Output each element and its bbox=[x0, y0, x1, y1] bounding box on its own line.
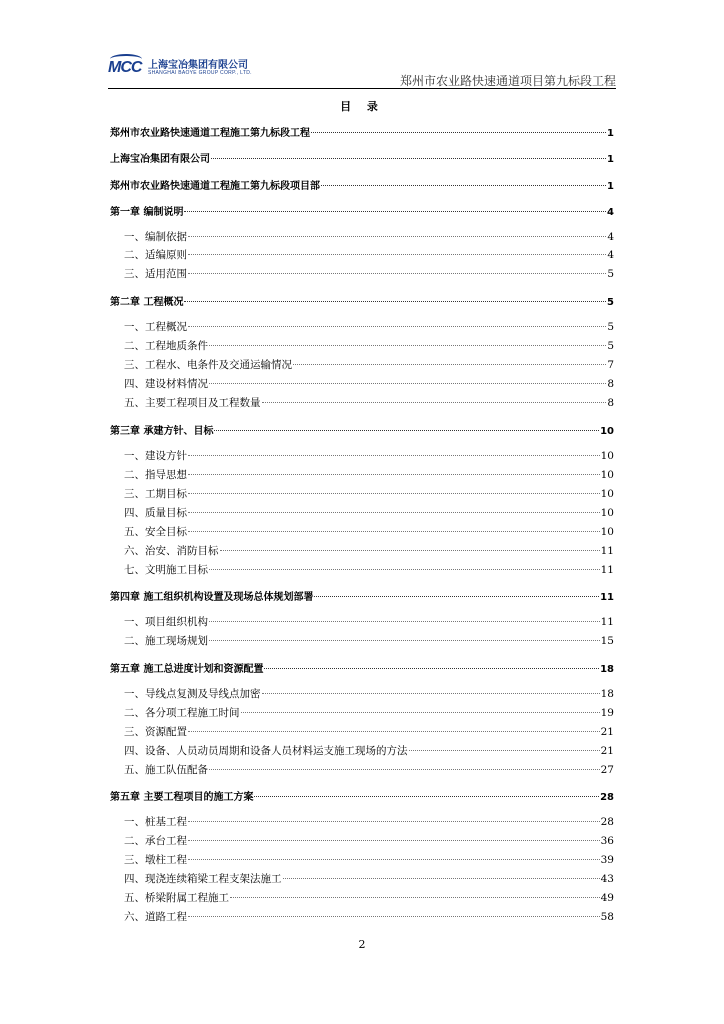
logo-mark: MCC bbox=[108, 59, 142, 76]
toc-entry-page: 8 bbox=[607, 397, 614, 409]
toc-entry-label: 五、安全目标 bbox=[124, 526, 187, 538]
toc-entry-page: 11 bbox=[600, 592, 614, 603]
toc-entry-page: 5 bbox=[607, 321, 614, 333]
toc-entry-page: 28 bbox=[600, 816, 614, 828]
toc-entry-page: 11 bbox=[600, 545, 614, 557]
toc-entry[interactable] bbox=[110, 203, 614, 218]
toc-entry-label: 七、文明施工目标 bbox=[124, 564, 208, 576]
toc-entry-page: 36 bbox=[600, 835, 614, 847]
toc-entry-page: 49 bbox=[600, 892, 614, 904]
toc-entry[interactable] bbox=[110, 124, 614, 139]
toc-leader-dots bbox=[209, 569, 600, 570]
toc-entry[interactable] bbox=[110, 486, 614, 501]
toc-entry-page: 10 bbox=[600, 488, 614, 500]
toc-entry-page: 58 bbox=[600, 911, 614, 923]
toc-entry-label: 一、导线点复测及导线点加密 bbox=[124, 688, 261, 700]
toc-entry[interactable] bbox=[110, 448, 614, 463]
toc-entry[interactable] bbox=[110, 376, 614, 391]
toc-entry[interactable] bbox=[110, 177, 614, 192]
toc-leader-dots bbox=[188, 916, 600, 917]
toc-entry[interactable] bbox=[110, 338, 614, 353]
toc-entry-label: 第五章 主要工程项目的施工方案 bbox=[110, 792, 254, 803]
toc-entry[interactable] bbox=[110, 319, 614, 334]
toc-entry-page: 1 bbox=[607, 181, 614, 192]
toc-entry-page: 11 bbox=[600, 564, 614, 576]
page-number: 2 bbox=[358, 938, 366, 951]
toc-entry[interactable] bbox=[110, 266, 614, 281]
toc-leader-dots bbox=[314, 596, 599, 597]
toc-entry-label: 六、治安、消防目标 bbox=[124, 545, 219, 557]
toc-entry[interactable] bbox=[110, 762, 614, 777]
toc-entry-label: 一、编制依据 bbox=[124, 231, 187, 243]
toc-entry-page: 10 bbox=[600, 507, 614, 519]
toc-entry-label: 五、桥梁附属工程施工 bbox=[124, 892, 229, 904]
toc-entry-page: 4 bbox=[607, 207, 614, 218]
toc-leader-dots bbox=[209, 345, 606, 346]
toc-entry-page: 11 bbox=[600, 616, 614, 628]
toc-leader-dots bbox=[409, 750, 600, 751]
toc-entry[interactable] bbox=[110, 890, 614, 905]
toc-entry-label: 郑州市农业路快速通道工程施工第九标段项目部 bbox=[110, 181, 320, 192]
toc-entry[interactable] bbox=[110, 788, 614, 803]
toc-entry[interactable] bbox=[110, 724, 614, 739]
toc-entry-label: 一、项目组织机构 bbox=[124, 616, 208, 628]
toc-entry[interactable] bbox=[110, 633, 614, 648]
toc-entry[interactable] bbox=[110, 852, 614, 867]
toc-entry-page: 1 bbox=[607, 128, 614, 139]
toc-entry-label: 三、适用范围 bbox=[124, 268, 187, 280]
toc-leader-dots bbox=[262, 693, 600, 694]
toc-leader-dots bbox=[188, 859, 600, 860]
toc-entry-page: 10 bbox=[600, 450, 614, 462]
toc-leader-dots bbox=[188, 254, 606, 255]
toc-entry-page: 21 bbox=[600, 745, 614, 757]
toc-leader-dots bbox=[188, 236, 606, 237]
toc-entry-label: 第四章 施工组织机构设置及现场总体规划部署 bbox=[110, 592, 314, 603]
toc-leader-dots bbox=[188, 531, 600, 532]
toc-entry[interactable] bbox=[110, 909, 614, 924]
toc-leader-dots bbox=[211, 158, 606, 159]
toc-leader-dots bbox=[209, 640, 600, 641]
toc-leader-dots bbox=[264, 668, 599, 669]
toc-entry-label: 二、各分项工程施工时间 bbox=[124, 707, 240, 719]
toc-entry[interactable] bbox=[110, 743, 614, 758]
toc-entry-label: 第三章 承建方针、目标 bbox=[110, 426, 214, 437]
toc-entry[interactable] bbox=[110, 686, 614, 701]
toc-leader-dots bbox=[321, 185, 606, 186]
toc-entry-label: 第二章 工程概况 bbox=[110, 297, 184, 308]
toc-entry-label: 上海宝冶集团有限公司 bbox=[110, 154, 210, 165]
toc-leader-dots bbox=[209, 769, 600, 770]
toc-entry[interactable] bbox=[110, 293, 614, 308]
toc-entry-label: 第五章 施工总进度计划和资源配置 bbox=[110, 664, 264, 675]
header-project-title: 郑州市农业路快速通道项目第九标段工程 bbox=[399, 74, 616, 88]
toc-leader-dots bbox=[293, 364, 606, 365]
toc-entry-label: 五、主要工程项目及工程数量 bbox=[124, 397, 261, 409]
toc-entry[interactable] bbox=[110, 588, 614, 603]
toc-entry-page: 5 bbox=[607, 268, 614, 280]
toc-leader-dots bbox=[241, 712, 600, 713]
toc-leader-dots bbox=[188, 474, 600, 475]
toc-entry-page: 27 bbox=[600, 764, 614, 776]
toc-entry-label: 三、资源配置 bbox=[124, 726, 187, 738]
toc-entry-page: 1 bbox=[607, 154, 614, 165]
toc-entry-page: 19 bbox=[600, 707, 614, 719]
toc-entry-label: 二、承台工程 bbox=[124, 835, 187, 847]
toc-leader-dots bbox=[254, 796, 599, 797]
toc-entry-label: 第一章 编制说明 bbox=[110, 207, 184, 218]
toc-entry-label: 四、建设材料情况 bbox=[124, 378, 208, 390]
toc-entry-label: 一、建设方针 bbox=[124, 450, 187, 462]
toc-leader-dots bbox=[262, 402, 607, 403]
logo-company-name: 上海宝冶集团有限公司 bbox=[148, 60, 248, 71]
toc-leader-dots bbox=[188, 493, 600, 494]
toc-entry-label: 四、质量目标 bbox=[124, 507, 187, 519]
toc-leader-dots bbox=[311, 132, 606, 133]
toc-entry[interactable] bbox=[110, 467, 614, 482]
toc-leader-dots bbox=[230, 897, 600, 898]
toc-entry-label: 四、现浇连续箱梁工程支架法施工 bbox=[124, 873, 282, 885]
toc-entry-label: 六、道路工程 bbox=[124, 911, 187, 923]
toc-entry-label: 三、工期目标 bbox=[124, 488, 187, 500]
toc-entry-page: 28 bbox=[600, 792, 614, 803]
toc-entry-page: 7 bbox=[607, 359, 614, 371]
toc-entry-label: 一、工程概况 bbox=[124, 321, 187, 333]
toc-entry-label: 三、工程水、电条件及交通运输情况 bbox=[124, 359, 292, 371]
toc-entry[interactable] bbox=[110, 422, 614, 437]
toc-leader-dots bbox=[184, 301, 606, 302]
toc-leader-dots bbox=[283, 878, 600, 879]
toc-entry[interactable] bbox=[110, 705, 614, 720]
toc-entry-page: 21 bbox=[600, 726, 614, 738]
toc-entry[interactable] bbox=[110, 229, 614, 244]
toc-entry-page: 10 bbox=[600, 526, 614, 538]
toc-entry-label: 二、工程地质条件 bbox=[124, 340, 208, 352]
toc-entry[interactable] bbox=[110, 505, 614, 520]
toc-leader-dots bbox=[188, 821, 600, 822]
header-divider bbox=[108, 88, 616, 89]
toc-leader-dots bbox=[188, 512, 600, 513]
toc-entry[interactable] bbox=[110, 660, 614, 675]
toc-leader-dots bbox=[209, 621, 600, 622]
toc-entry-page: 39 bbox=[600, 854, 614, 866]
toc-entry[interactable] bbox=[110, 247, 614, 262]
toc-leader-dots bbox=[184, 211, 606, 212]
toc-entry-page: 5 bbox=[607, 340, 614, 352]
toc-entry-page: 18 bbox=[600, 664, 614, 675]
toc-entry-page: 8 bbox=[607, 378, 614, 390]
toc-leader-dots bbox=[220, 550, 600, 551]
toc-entry[interactable] bbox=[110, 871, 614, 886]
page-header bbox=[108, 52, 616, 90]
toc-entry-page: 4 bbox=[607, 249, 614, 261]
toc-entry-page: 10 bbox=[600, 426, 614, 437]
toc-entry-label: 一、桩基工程 bbox=[124, 816, 187, 828]
toc-leader-dots bbox=[214, 430, 599, 431]
toc-entry-label: 五、施工队伍配备 bbox=[124, 764, 208, 776]
toc-leader-dots bbox=[188, 455, 600, 456]
toc-leader-dots bbox=[188, 840, 600, 841]
logo-company-name-en: SHANGHAI BAOYE GROUP CORP., LTD. bbox=[148, 70, 252, 76]
toc-leader-dots bbox=[188, 731, 600, 732]
toc-entry[interactable] bbox=[110, 357, 614, 372]
toc-entry-page: 4 bbox=[607, 231, 614, 243]
toc-title: 目 录 bbox=[340, 100, 384, 113]
toc-entry-label: 二、施工现场规划 bbox=[124, 635, 208, 647]
toc-entry[interactable] bbox=[110, 614, 614, 629]
toc-leader-dots bbox=[188, 326, 606, 327]
company-logo bbox=[108, 52, 268, 84]
toc-entry[interactable] bbox=[110, 543, 614, 558]
toc-entry-label: 郑州市农业路快速通道工程施工第九标段工程 bbox=[110, 128, 310, 139]
toc-entry-label: 四、设备、人员动员周期和设备人员材料运支施工现场的方法 bbox=[124, 745, 408, 757]
toc-entry-label: 二、适编原则 bbox=[124, 249, 187, 261]
toc-leader-dots bbox=[209, 383, 606, 384]
toc-entry-page: 15 bbox=[600, 635, 614, 647]
toc-entry-label: 二、指导思想 bbox=[124, 469, 187, 481]
toc-leader-dots bbox=[188, 273, 606, 274]
toc-entry[interactable] bbox=[110, 524, 614, 539]
toc-entry-page: 5 bbox=[607, 297, 614, 308]
toc-entry[interactable] bbox=[110, 814, 614, 829]
toc-entry-page: 10 bbox=[600, 469, 614, 481]
toc-entry-page: 18 bbox=[600, 688, 614, 700]
toc-entry-page: 43 bbox=[600, 873, 614, 885]
toc-entry[interactable] bbox=[110, 395, 614, 410]
toc-entry[interactable] bbox=[110, 833, 614, 848]
toc-entry[interactable] bbox=[110, 150, 614, 165]
toc-entry[interactable] bbox=[110, 562, 614, 577]
toc-entry-label: 三、墩柱工程 bbox=[124, 854, 187, 866]
